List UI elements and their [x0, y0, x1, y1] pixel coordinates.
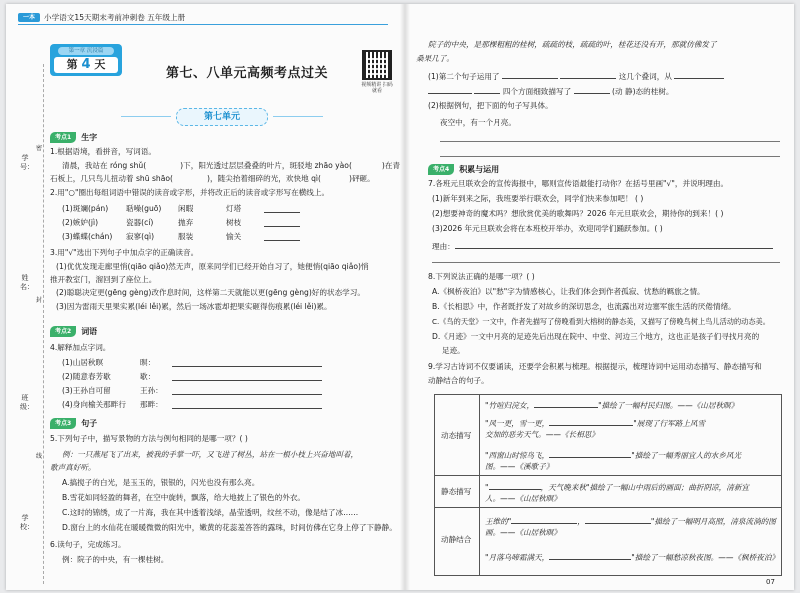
book-header: 小学语文15天期末考前冲刺卷 五年级上册	[44, 13, 186, 22]
blank[interactable]	[534, 399, 598, 408]
combined-2	[485, 551, 779, 563]
q6-text: (1)第二个句子运用了	[428, 72, 500, 81]
cell-text: ，天气晚来秋"描绘了一幅山中雨后的画面；曲折阴凉，清新宜	[540, 483, 750, 492]
cell-text: "描绘了一幅愁凉秋夜图。——《枫桥夜泊》	[631, 553, 780, 562]
section-label: 生字	[81, 133, 98, 142]
q6-text: (动 静)态的桂树。	[612, 87, 674, 96]
blank[interactable]	[428, 85, 472, 94]
q4-answer-blank[interactable]	[172, 394, 322, 395]
dense-label: 密	[35, 145, 42, 152]
blank[interactable]	[489, 481, 541, 490]
blank[interactable]	[585, 515, 651, 524]
answer-line[interactable]	[440, 156, 780, 157]
blank[interactable]	[549, 551, 631, 560]
question-8: 8.下列说法正确的是哪一项？( )	[428, 272, 535, 281]
day-prefix: 第	[66, 58, 78, 71]
cell-text: "描绘了一幅明月高照，清泉流淌的图	[650, 517, 776, 526]
section-label: 词语	[81, 327, 98, 336]
q5-example-1: 例：一只燕尾飞了出来，被我的手掌一吓，又飞进了树丛，站在一根小枝上兴奋地叫着，	[62, 450, 359, 459]
qr-caption: 视频精讲 扫码就看	[361, 82, 393, 94]
q4-phrase: (4)身向榆关那畔行	[62, 400, 126, 409]
combined-1-cont: 画。——《山居秋暝》	[485, 528, 561, 537]
q7-option-3[interactable]: (3)2026 年元旦联欢会将在本班校开举办，欢迎同学们踊跃参加。( )	[432, 224, 663, 233]
blank[interactable]	[474, 85, 500, 94]
q8-option-d-cont: 足迹。	[442, 346, 465, 355]
cell-text: "描绘了一幅秀丽宜人的水乡风光	[631, 451, 742, 460]
cut-line	[43, 64, 44, 584]
q1-text: 清晨，我站在 róng shǔ(	[62, 161, 147, 170]
q1-text: )下，阳光透过层层叠叠的叶片，斑驳地 zhāo yào(	[180, 161, 352, 170]
q7-option-2[interactable]: (2)想要神奇的魔术吗？想欣赏优美的歌舞吗？2026 年元旦联欢会，期待你的到来！( )	[432, 209, 724, 218]
q2-word[interactable]: (2)嫉妒(jì)	[62, 218, 99, 227]
static-1-cont: 人。——《山居秋暝》	[485, 494, 561, 503]
q2-word[interactable]: 服装	[178, 232, 194, 241]
right-page	[410, 4, 794, 590]
static-label: 静态描写	[441, 487, 472, 496]
cell-text: "	[485, 483, 489, 492]
q5-example-2: 歌声真好听。	[50, 463, 96, 472]
q4-term: 那畔：	[140, 400, 163, 409]
static-1	[485, 481, 749, 493]
class-label: 班级：	[20, 394, 34, 411]
question-1: 1.根据语境，看拼音，写词语。	[50, 147, 156, 156]
dynamic-2-cont: 交加的恶劣天气。——《长相思》	[485, 430, 599, 439]
answer-line[interactable]	[440, 141, 780, 142]
question-9-cont: 动静结合的句子。	[428, 376, 489, 385]
q6-part1-line1	[428, 70, 724, 82]
day-card-caption: 第一章 沉浸篇	[58, 47, 114, 55]
qr-code-icon[interactable]	[362, 50, 392, 80]
q3-line-3: (2)聪聪决定更(gēng gèng)改作息时间，这样第二天就能以更(gēng gèng)好的状态学习。	[56, 288, 365, 297]
q2-word[interactable]: 闲暇	[178, 204, 194, 213]
q3-line-4: (3)因为雷雨天里果实累(léi lěi)累，然后一场冰雹却把果实砸得伤痕累(léi lěi)累。	[56, 302, 332, 311]
q1-line-2	[50, 174, 375, 184]
section-1-header	[50, 132, 97, 143]
section-tag: 考点3	[50, 418, 76, 429]
q4-answer-blank[interactable]	[172, 408, 322, 409]
cell-text: "展现了行军路上风雪	[633, 419, 706, 428]
section-2-header	[50, 326, 97, 337]
q5-option-a[interactable]: A.搞搅子的白光，是玉玉的，银银的，闪光也没有那么亮。	[62, 478, 260, 487]
summary-table	[434, 394, 782, 576]
q4-phrase: (1)山居秋暝	[62, 358, 104, 367]
question-7: 7.各班元旦联欢会的宣传海报中，哪则宣传语最能打动你？在括号里画"√"，并说明理由。	[428, 179, 729, 188]
combined-1	[485, 515, 776, 527]
question-2: 2.用"○"圈出每组词语中错误的读音或字形，并将改正后的读音或字形写在横线上。	[50, 188, 330, 197]
q2-word[interactable]: (3)蝶蝶(chán)	[62, 232, 113, 241]
cell-text: "风一更，雪一更，	[485, 419, 550, 428]
q2-answer-blank[interactable]	[264, 212, 300, 213]
left-page	[6, 4, 400, 590]
q1-text: )，随尖抬着细碎的光，欢快地 qì(	[206, 174, 321, 183]
page-title: 第七、八单元高频考点过关	[166, 66, 329, 81]
day-card	[50, 44, 122, 76]
q4-term: 暝：	[140, 358, 156, 367]
question-5: 5.下列句子中，描写景物的方法与例句相同的是哪一项？( )	[50, 434, 248, 443]
q2-answer-blank[interactable]	[264, 226, 300, 227]
name-label: 姓名：	[20, 274, 34, 291]
dynamic-label: 动态描写	[441, 431, 472, 440]
combined-label: 动静结合	[441, 535, 472, 544]
q8-option-b[interactable]: B.《长相思》中，作者既抒发了对故乡的深切思念，也流露出对边塞军旅生活的厌倦情绪。	[432, 302, 736, 311]
q6-text: 四个方面细致描写了	[502, 87, 572, 96]
q6-text: 这几个叠词，从	[618, 72, 672, 81]
section-tag: 考点4	[428, 164, 454, 175]
section-tag: 考点2	[50, 326, 76, 337]
school-label: 学校：	[20, 514, 34, 531]
book-spread	[6, 4, 794, 590]
seal-label: 封	[35, 297, 42, 304]
q5-option-c[interactable]: C.这时的锦绣，成了一片海，我在其中透着浅绿，晶莹透明，纹丝不动，像是结了冰……	[62, 508, 359, 517]
section-4-header	[428, 164, 499, 175]
brand-badge: 一本	[18, 13, 40, 22]
q4-phrase: (3)王孙自可留	[62, 386, 111, 395]
q5-option-d[interactable]: D.窗台上的水仙花在暖暖微微的阳光中，嫩黄的花蕊羞答答的露珠，时间仿佛在它身上停了下静静。	[62, 523, 397, 532]
q1-text: )砰砸。	[348, 174, 375, 183]
line-label: 线	[35, 453, 42, 460]
q5-option-b[interactable]: B.雪花如同轻盈的舞者，在空中旋转，飘落，给大地披上了银色的外衣。	[62, 493, 306, 502]
header-rule	[18, 24, 388, 25]
q4-term: 王孙：	[140, 386, 163, 395]
q7-reason-label: 理由：	[432, 242, 455, 251]
q7-reason	[432, 240, 773, 252]
q4-answer-blank[interactable]	[172, 380, 322, 381]
q4-phrase: (2)随意春芳歇	[62, 372, 111, 381]
q4-term: 歇：	[140, 372, 156, 381]
q1-text: 石板上，几只鸟儿扭动着 shū shāo(	[50, 174, 173, 183]
q2-word[interactable]: 聒噪(guō)	[126, 204, 162, 213]
blank[interactable]	[511, 515, 577, 524]
blank[interactable]	[549, 417, 633, 426]
day-suffix: 天	[94, 58, 106, 71]
q2-word[interactable]: 灯塔	[226, 204, 242, 213]
q8-option-a[interactable]: A.《枫桥夜泊》以"愁"字为情感核心，让我们体会到作者孤寂、忧愁的羁旅之情。	[432, 287, 705, 296]
section-label: 句子	[81, 419, 98, 428]
question-9: 9.学习古诗词不仅要诵读，还要学会积累与梳理。根据提示，梳理诗词中运用动态描写、静态描写和	[428, 362, 762, 371]
blank[interactable]	[560, 70, 616, 79]
blank[interactable]	[574, 85, 610, 94]
cell-text: "描绘了一幅村民归图。——《山居秋暝》	[598, 401, 739, 410]
q7-option-1[interactable]: (1)新年到来之际，我班要举行联欢会，同学们快来参加吧！ ( )	[432, 194, 644, 203]
section-label: 积累与运用	[459, 165, 500, 174]
r-example-2: 桑果几了。	[416, 54, 454, 63]
answer-line[interactable]	[432, 262, 780, 263]
dynamic-1	[485, 399, 738, 411]
cell-text: "西窗山时惊鸟飞，	[485, 451, 550, 460]
q6-part2: (2)根据例句，把下面的句子写具体。	[428, 101, 553, 110]
dynamic-2	[485, 417, 705, 429]
q2-word[interactable]: 树枝	[226, 218, 242, 227]
q2-answer-blank[interactable]	[264, 240, 300, 241]
q6-example: 例：院子的中央，有一棵桂树。	[62, 555, 169, 564]
question-6: 6.读句子，完成练习。	[50, 540, 126, 549]
q8-option-c[interactable]: C.《鸟的天堂》一文中，作者先描写了傍晚看到大榕树的静态美，又描写了傍晚鸟树上鸟儿活动的动态美。	[432, 317, 770, 326]
q2-word[interactable]: 抛弃	[178, 218, 194, 227]
q2-word[interactable]: 愉关	[226, 232, 242, 241]
day-number: 4	[81, 57, 91, 72]
page-number: 07	[766, 578, 775, 586]
q3-line-1: (1)优优发现走廊里悄(qiāo qiǎo)然无声，原来同学们已经开始自习了，她便悄(qiāo qiǎo)悄	[56, 262, 369, 271]
section-tag: 考点1	[50, 132, 76, 143]
q4-answer-blank[interactable]	[172, 366, 322, 367]
reason-blank[interactable]	[455, 240, 773, 249]
cell-text: "竹喧归浣女，	[485, 401, 535, 410]
section-3-header	[50, 418, 97, 429]
q1-text: )在青	[381, 161, 401, 170]
cell-text: 王维的"	[485, 517, 512, 526]
q1-line-1	[62, 161, 400, 171]
question-4: 4.解释加点字词。	[50, 343, 111, 352]
dynamic-3	[485, 449, 741, 461]
question-3: 3.用"√"选出下列句子中加点字的正确读音。	[50, 248, 199, 257]
cell-text: "月落乌啼霜满天，	[485, 553, 550, 562]
cell-text: ，	[577, 517, 585, 526]
r-example-1: 院子的中央，是那棵粗粗的桂树，疏疏的枝，疏疏的叶，桂花还没有开，那就仿佛发了	[428, 40, 717, 49]
q6-part1-line2	[428, 85, 674, 97]
book-fold	[400, 4, 410, 590]
dynamic-3-cont: 图。——《溪歌子》	[485, 462, 554, 471]
blank[interactable]	[502, 70, 558, 79]
binding-margin	[6, 4, 42, 590]
q8-option-d[interactable]: D.《月迹》一文中月亮的足迹先后出现在院中、中堂、河边三个地方，这也正是孩子们寻找月亮的	[432, 332, 760, 341]
blank[interactable]	[674, 70, 724, 79]
q6-sentence: 夜空中，有一个月亮。	[440, 118, 516, 127]
q2-word[interactable]: 瓷器(cí)	[126, 218, 154, 227]
day-card-label	[54, 57, 118, 73]
q2-word[interactable]: 寂寥(qì)	[126, 232, 155, 241]
unit-banner: 第七单元	[176, 108, 268, 126]
student-id-label: 学号：	[20, 154, 34, 171]
blank[interactable]	[549, 449, 631, 458]
q2-word[interactable]: (1)斑斓(pán)	[62, 204, 109, 213]
q3-line-2: 推开教室门，溜回到了座位上。	[50, 275, 157, 284]
